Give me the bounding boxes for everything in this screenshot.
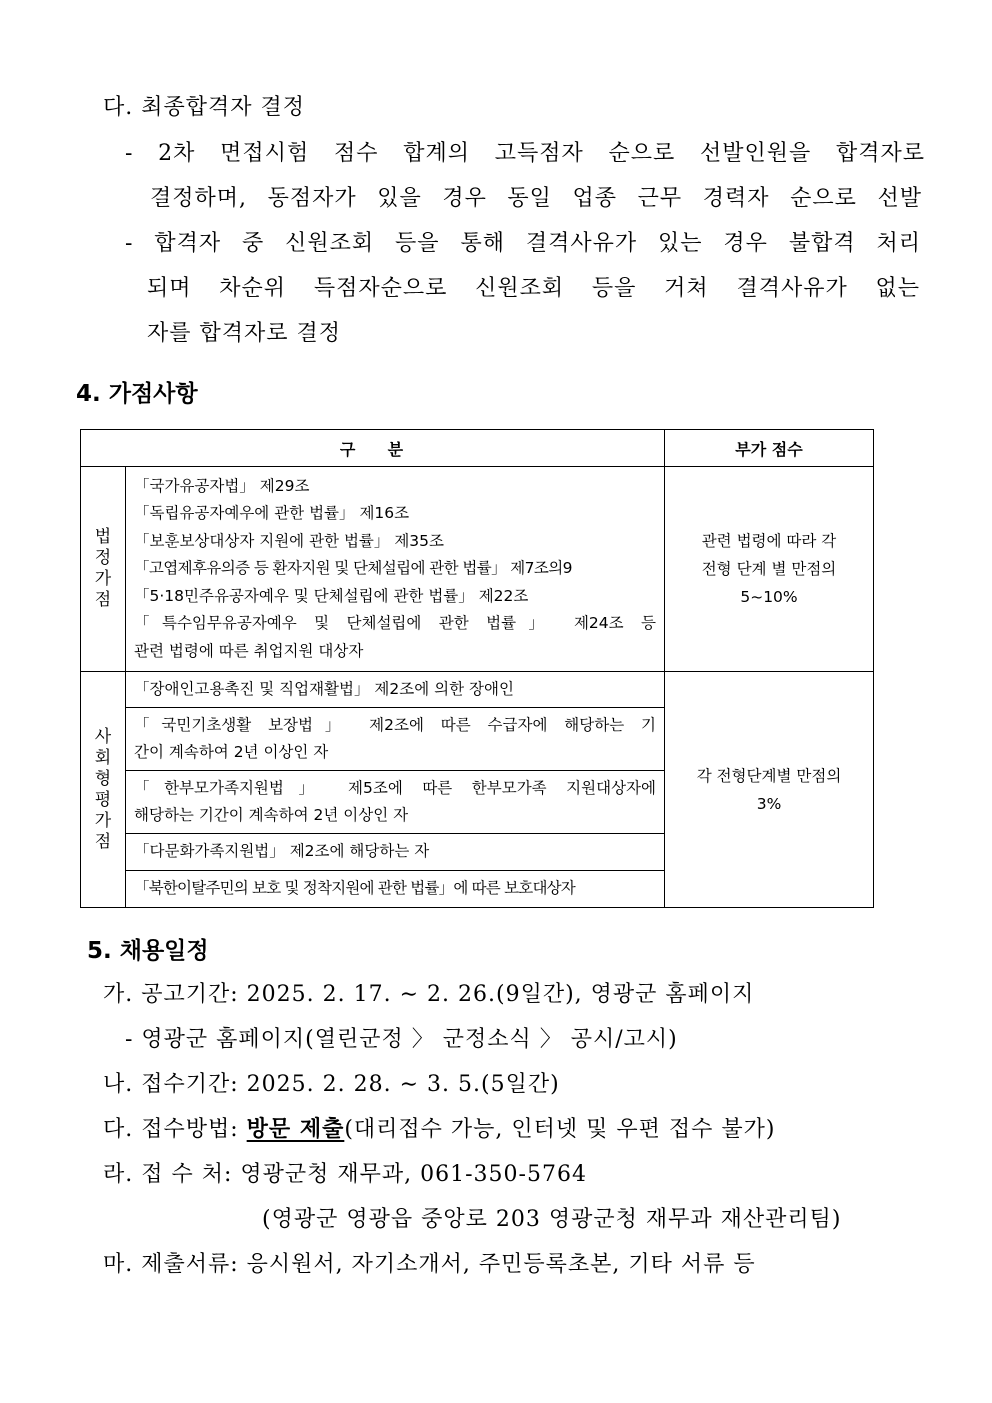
final-bullet2-line1-text: - 합격자 중 신원조회 등을 통해 결격사유가 있는 경우 불합격 처리 [125,231,921,256]
social-label-char: 형 [94,768,112,789]
legal-item: 「보훈보상대상자 지원에 관한 법률」 제35조 [134,531,445,550]
legal-items [126,467,665,672]
schedule-application-period: 나. 접수기간: 2025. 2. 28. ∼ 3. 5.(5일간) [103,1072,560,1097]
social-item [126,672,665,708]
social-label-char: 평 [94,789,112,810]
social-item-line: 「다문화가족지원법」 제2조에 해당하는 자 [134,842,430,861]
schedule-method-prefix: 다. 접수방법: [103,1117,247,1142]
legal-row [81,467,874,672]
legal-item: 「국가유공자법」 제29조 [134,476,310,495]
schedule-method-emphasis: 방문 제출 [246,1116,345,1142]
final-decision-title: 다. 최종합격자 결정 [103,95,305,120]
schedule-office-address: (영광군 영광읍 중앙로 203 영광군청 재무과 재산관리팀) [262,1207,842,1232]
bonus-table [80,429,874,908]
social-item [126,834,665,871]
legal-item: 「독립유공자예우에 관한 법률」 제16조 [134,504,410,523]
final-bullet1-line1-text: - 2차 면접시험 점수 합계의 고득점자 순으로 선발인원을 합격자로 [125,141,925,166]
social-label-char: 가 [94,810,112,831]
final-bullet2-line2 [147,271,920,302]
final-bullet1-line2 [150,181,922,212]
schedule-posting-period: 가. 공고기간: 2025. 2. 17. ∼ 2. 26.(9일간), 영광군 홈페이지 [103,982,755,1007]
social-score-line: 각 전형단계별 만점의 [696,766,842,785]
legal-item: 「5·18민주유공자예우 및 단체설립에 관한 법률」 제22조 [134,586,529,605]
final-bullet2-line2-text: 되며 차순위 득점자순으로 신원조회 등을 거쳐 결격사유가 없는 [147,276,920,301]
schedule-office: 라. 접 수 처: 영광군청 재무과, 061-350-5764 [103,1162,587,1187]
social-label-char: 사 [94,726,112,747]
bonus-table-header [81,430,874,467]
legal-score-line: 전형 단계 별 만점의 [701,560,837,578]
final-bullet1-line1 [125,136,925,167]
schedule-posting-location: - 영광군 홈페이지(열린군정 〉 군정소식 〉 공시/고시) [125,1027,678,1052]
col-category-header: 구 분 [81,430,665,467]
legal-label-char: 가 [94,569,112,589]
social-label-char: 점 [94,831,112,852]
social-score [665,672,874,908]
social-item-line: 「한부모가족지원법」 제5조에 따른 한부모가족 지원대상자에 [134,778,656,797]
legal-score-line: 관련 법령에 따라 각 [701,532,837,550]
social-category-label [81,672,126,908]
social-item-line: 간이 계속하여 2년 이상인 자 [134,743,329,761]
social-item-line: 「국민기초생활 보장법」 제2조에 따른 수급자에 해당하는 기 [134,715,656,734]
legal-item: 「특수임무유공자예우 및 단체설립에 관한 법률」 제24조 등 [134,614,656,633]
social-item [126,871,665,908]
schedule-documents: 마. 제출서류: 응시원서, 자기소개서, 주민등록초본, 기타 서류 등 [103,1252,756,1277]
schedule-method-suffix: (대리접수 가능, 인터넷 및 우편 접수 불가) [344,1117,776,1142]
final-bullet1-line2-text: 결정하며, 동점자가 있을 경우 동일 업종 근무 경력자 순으로 선발 [150,186,922,211]
bonus-heading: 4. 가점사항 [76,381,198,407]
social-score-line: 3% [756,794,782,813]
social-item-line: 해당하는 기간이 계속하여 2년 이상인 자 [134,806,409,824]
social-row-1 [81,672,874,708]
legal-item: 「고엽제후유의증 등 환자지원 및 단체설립에 관한 법률」 제7조의9 [134,559,572,578]
social-item-line: 「장애인고용촉진 및 직업재활법」 제2조에 의한 장애인 [134,679,514,698]
social-item-line: 「북한이탈주민의 보호 및 정착지원에 관한 법률」에 따른 보호대상자 [134,879,575,898]
final-bullet2-line1 [125,226,921,257]
legal-score-line: 5~10% [740,588,798,606]
legal-category-label [81,467,126,672]
legal-score [665,467,874,672]
legal-label-char: 법 [94,527,112,547]
schedule-heading: 5. 채용일정 [87,938,209,964]
social-label-char: 회 [94,747,112,768]
legal-label-char: 정 [94,548,112,568]
social-item [126,708,665,771]
legal-item: 관련 법령에 따른 취업지원 대상자 [134,641,364,660]
schedule-application-method [103,1112,775,1143]
legal-label-char: 점 [94,590,112,610]
final-bullet2-line3: 자를 합격자로 결정 [147,321,342,346]
col-score-header: 부가 점수 [665,430,874,467]
social-item [126,771,665,834]
